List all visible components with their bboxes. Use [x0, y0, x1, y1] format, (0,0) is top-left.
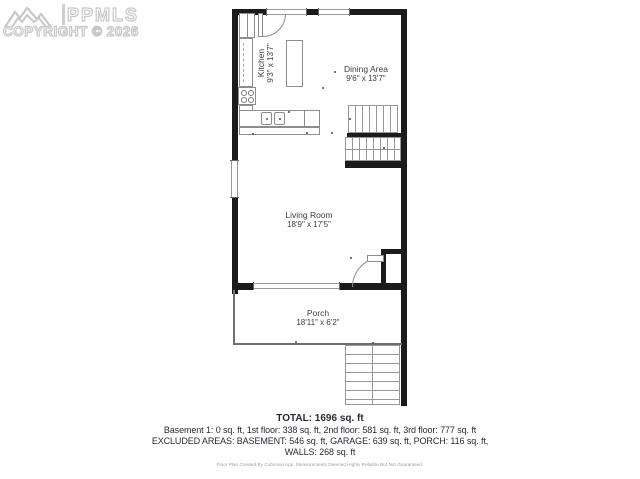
kitchen-name: Kitchen: [256, 48, 266, 78]
watermark-copyright: COPYRIGHT © 2026: [3, 24, 139, 39]
summary-total: TOTAL: 1696 sq. ft: [276, 413, 364, 424]
room-label-kitchen: [256, 43, 276, 82]
marker-dot: [372, 342, 374, 344]
sink-basin-left: [261, 112, 272, 125]
wall-right: [401, 9, 407, 406]
area-summary: [0, 413, 640, 467]
marker-dot: [349, 118, 351, 120]
marker-dot: [252, 133, 254, 135]
kitchen-island: [286, 40, 303, 87]
summary-floors: Basement 1: 0 sq. ft, 1st floor: 338 sq. ft, 2nd floor: 581 sq. ft, 3rd floor: 777 sq. ft: [163, 425, 477, 435]
entry-door-leaf: [367, 255, 384, 262]
marker-dot: [306, 132, 308, 134]
window-top-2: [318, 8, 350, 16]
stairs-lower-rail: [345, 149, 401, 150]
marker-dot: [331, 132, 333, 134]
marker-dot: [334, 71, 336, 73]
stairs-upper-flight: [348, 105, 398, 133]
watermark-divider: [62, 4, 65, 25]
room-label-living: [285, 210, 332, 230]
living-name: Living Room: [285, 210, 333, 220]
porch-dims: 18'11" x 6'2": [296, 318, 340, 327]
wall-left-lower: [232, 196, 238, 294]
marker-dot: [350, 257, 352, 259]
marker-dot: [288, 111, 290, 113]
wall-stairs-bottom: [345, 161, 407, 168]
dining-dims: 9'6" x 13'7": [346, 74, 386, 83]
living-dims: 18'9" x 17'5": [287, 220, 331, 229]
window-living-bottom: [253, 282, 340, 290]
summary-excluded: EXCLUDED AREAS: BASEMENT: 546 sq. ft, GARAGE: 639 sq. ft, PORCH: 116 sq. ft,: [151, 436, 489, 446]
marker-dot: [322, 87, 324, 89]
stairs-exterior-rail: [372, 345, 373, 405]
refrigerator: [239, 13, 255, 38]
stove: [238, 87, 256, 105]
porch-name: Porch: [306, 308, 330, 318]
kitchen-dims: 9'3" x 13'7": [266, 43, 275, 83]
pantry-door-arc: [263, 14, 286, 37]
summary-walls: WALLS: 268 sq. ft: [284, 447, 356, 457]
marker-dot: [383, 147, 385, 149]
room-label-dining: [344, 64, 388, 84]
wall-left-upper: [232, 9, 238, 160]
sink-basin-right: [274, 112, 285, 125]
dining-name: Dining Area: [344, 64, 388, 74]
room-label-porch: [296, 308, 339, 328]
marker-dot: [295, 341, 297, 343]
summary-disclaimer: Floor Plan Created By Cubicasa App. Measurements Deemed Highly Reliable But Not Guaranteed.: [216, 462, 424, 467]
window-left-living: [230, 160, 239, 198]
watermark-brand: PPMLS: [67, 5, 140, 25]
counter-left: [239, 38, 253, 87]
